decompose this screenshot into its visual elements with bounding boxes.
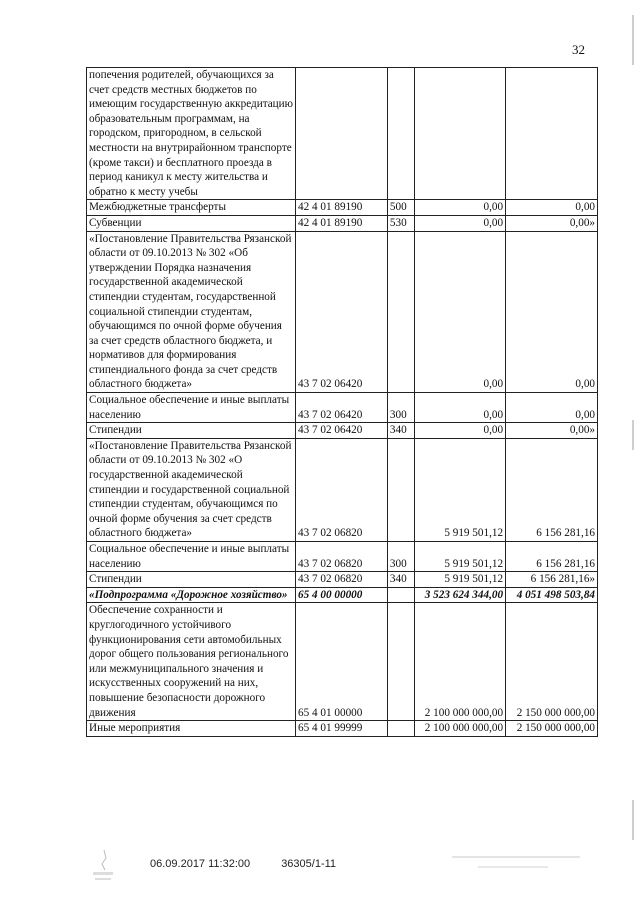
row-type: [387, 587, 414, 603]
row-value-2017: 5 919 501,12: [415, 542, 506, 572]
row-value-2017: [415, 68, 506, 200]
scan-edge-mark: [632, 800, 634, 840]
row-code: 42 4 01 89190: [296, 200, 388, 216]
row-value-2017: 0,00: [415, 200, 506, 216]
row-type: 500: [387, 200, 414, 216]
row-value-2018: 0,00: [506, 200, 598, 216]
row-value-2018: 0,00: [506, 393, 598, 423]
table-row: [87, 572, 598, 588]
row-name: попечения родителей, обучающихся за счет средств местных бюджетов по имеющим государственную аккредитацию образовательным программам, на городском, пригородном, в сельской местности на внутрирайонном транспорте (кроме такси) и бесплатного проезда в период каникул к месту жительства и обратно к месту учебы: [87, 68, 296, 200]
row-name: Межбюджетные трансферты: [87, 200, 296, 216]
row-value-2017: 0,00: [415, 231, 506, 393]
table-row: [87, 215, 598, 231]
row-value-2017: 5 919 501,12: [415, 572, 506, 588]
row-type: [387, 603, 414, 721]
row-code: 65 4 00 00000: [296, 587, 388, 603]
row-type: 300: [387, 542, 414, 572]
row-code: [296, 68, 388, 200]
row-name: Иные мероприятия: [87, 721, 296, 737]
row-type: 340: [387, 423, 414, 439]
row-value-2018: 2 150 000 000,00: [506, 603, 598, 721]
row-code: 65 4 01 99999: [296, 721, 388, 737]
table-row: [87, 68, 598, 200]
row-value-2017: 0,00: [415, 393, 506, 423]
row-value-2017: 0,00: [415, 423, 506, 439]
stamp-mark-icon: [90, 848, 118, 886]
page-number: 32: [572, 42, 585, 57]
row-code: 43 7 02 06820: [296, 542, 388, 572]
table-row: [87, 231, 598, 393]
row-value-2018: 6 156 281,16: [506, 542, 598, 572]
table-row: [87, 542, 598, 572]
footer-datetime: 06.09.2017 11:32:00: [150, 858, 251, 870]
row-name: Стипендии: [87, 572, 296, 588]
row-value-2017: 2 100 000 000,00: [415, 721, 506, 737]
row-code: 43 7 02 06820: [296, 438, 388, 541]
row-name: «Постановление Правительства Рязанской области от 09.10.2013 № 302 «О государственной академической стипендии и государственной социальной стипендии студентам, обучающимся по очной форме обучения за счет средств областного бюджета»: [87, 438, 296, 541]
budget-table: [86, 67, 598, 737]
row-value-2018: [506, 68, 598, 200]
row-value-2017: 2 100 000 000,00: [415, 603, 506, 721]
row-name: Социальное обеспечение и иные выплаты населению: [87, 393, 296, 423]
row-type: 300: [387, 393, 414, 423]
footer-doc-number: 36305/1-11: [281, 858, 337, 870]
row-value-2017: 3 523 624 344,00: [415, 587, 506, 603]
footer: [150, 858, 364, 870]
row-code: 43 7 02 06820: [296, 572, 388, 588]
row-name: Обеспечение сохранности и круглогодичного устойчивого функционирования сети автомобильных дорог общего пользования регионального или межмуниципального значения и искусственных сооружений на них, повышение безопасности дорожного движения: [87, 603, 296, 721]
table-row: [87, 393, 598, 423]
row-value-2018: 0,00: [506, 231, 598, 393]
row-name: Субвенции: [87, 215, 296, 231]
budget-table-body: [87, 68, 598, 737]
scan-edge-mark: [632, 420, 634, 450]
scan-edge-mark: [632, 15, 634, 65]
row-type: [387, 68, 414, 200]
row-value-2018: 0,00»: [506, 423, 598, 439]
row-value-2017: 5 919 501,12: [415, 438, 506, 541]
row-name: Стипендии: [87, 423, 296, 439]
table-row: [87, 423, 598, 439]
row-code: 65 4 01 00000: [296, 603, 388, 721]
row-code: 43 7 02 06420: [296, 393, 388, 423]
row-value-2018: 6 156 281,16: [506, 438, 598, 541]
row-code: 42 4 01 89190: [296, 215, 388, 231]
table-row: [87, 603, 598, 721]
row-type: 530: [387, 215, 414, 231]
row-code: 43 7 02 06420: [296, 423, 388, 439]
table-row: [87, 587, 598, 603]
row-type: 340: [387, 572, 414, 588]
table-row: [87, 721, 598, 737]
row-name: Социальное обеспечение и иные выплаты населению: [87, 542, 296, 572]
table-row: [87, 200, 598, 216]
row-value-2018: 6 156 281,16»: [506, 572, 598, 588]
row-name: «Постановление Правительства Рязанской области от 09.10.2013 № 302 «Об утверждении Порядка назначения государственной академической стипендии студентам, государственной социальной стипендии студентам, обучающимся по очной форме обучения за счет средств областного бюджета, и нормативов для формирования стипендиального фонда за счет средств областного бюджета»: [87, 231, 296, 393]
row-name: «Подпрограмма «Дорожное хозяйство»: [87, 587, 296, 603]
faint-stamp-icon: [448, 852, 588, 882]
table-row: [87, 438, 598, 541]
row-value-2018: 2 150 000 000,00: [506, 721, 598, 737]
row-type: [387, 721, 414, 737]
row-value-2018: 4 051 498 503,84: [506, 587, 598, 603]
row-value-2017: 0,00: [415, 215, 506, 231]
row-type: [387, 438, 414, 541]
row-code: 43 7 02 06420: [296, 231, 388, 393]
row-value-2018: 0,00»: [506, 215, 598, 231]
row-type: [387, 231, 414, 393]
